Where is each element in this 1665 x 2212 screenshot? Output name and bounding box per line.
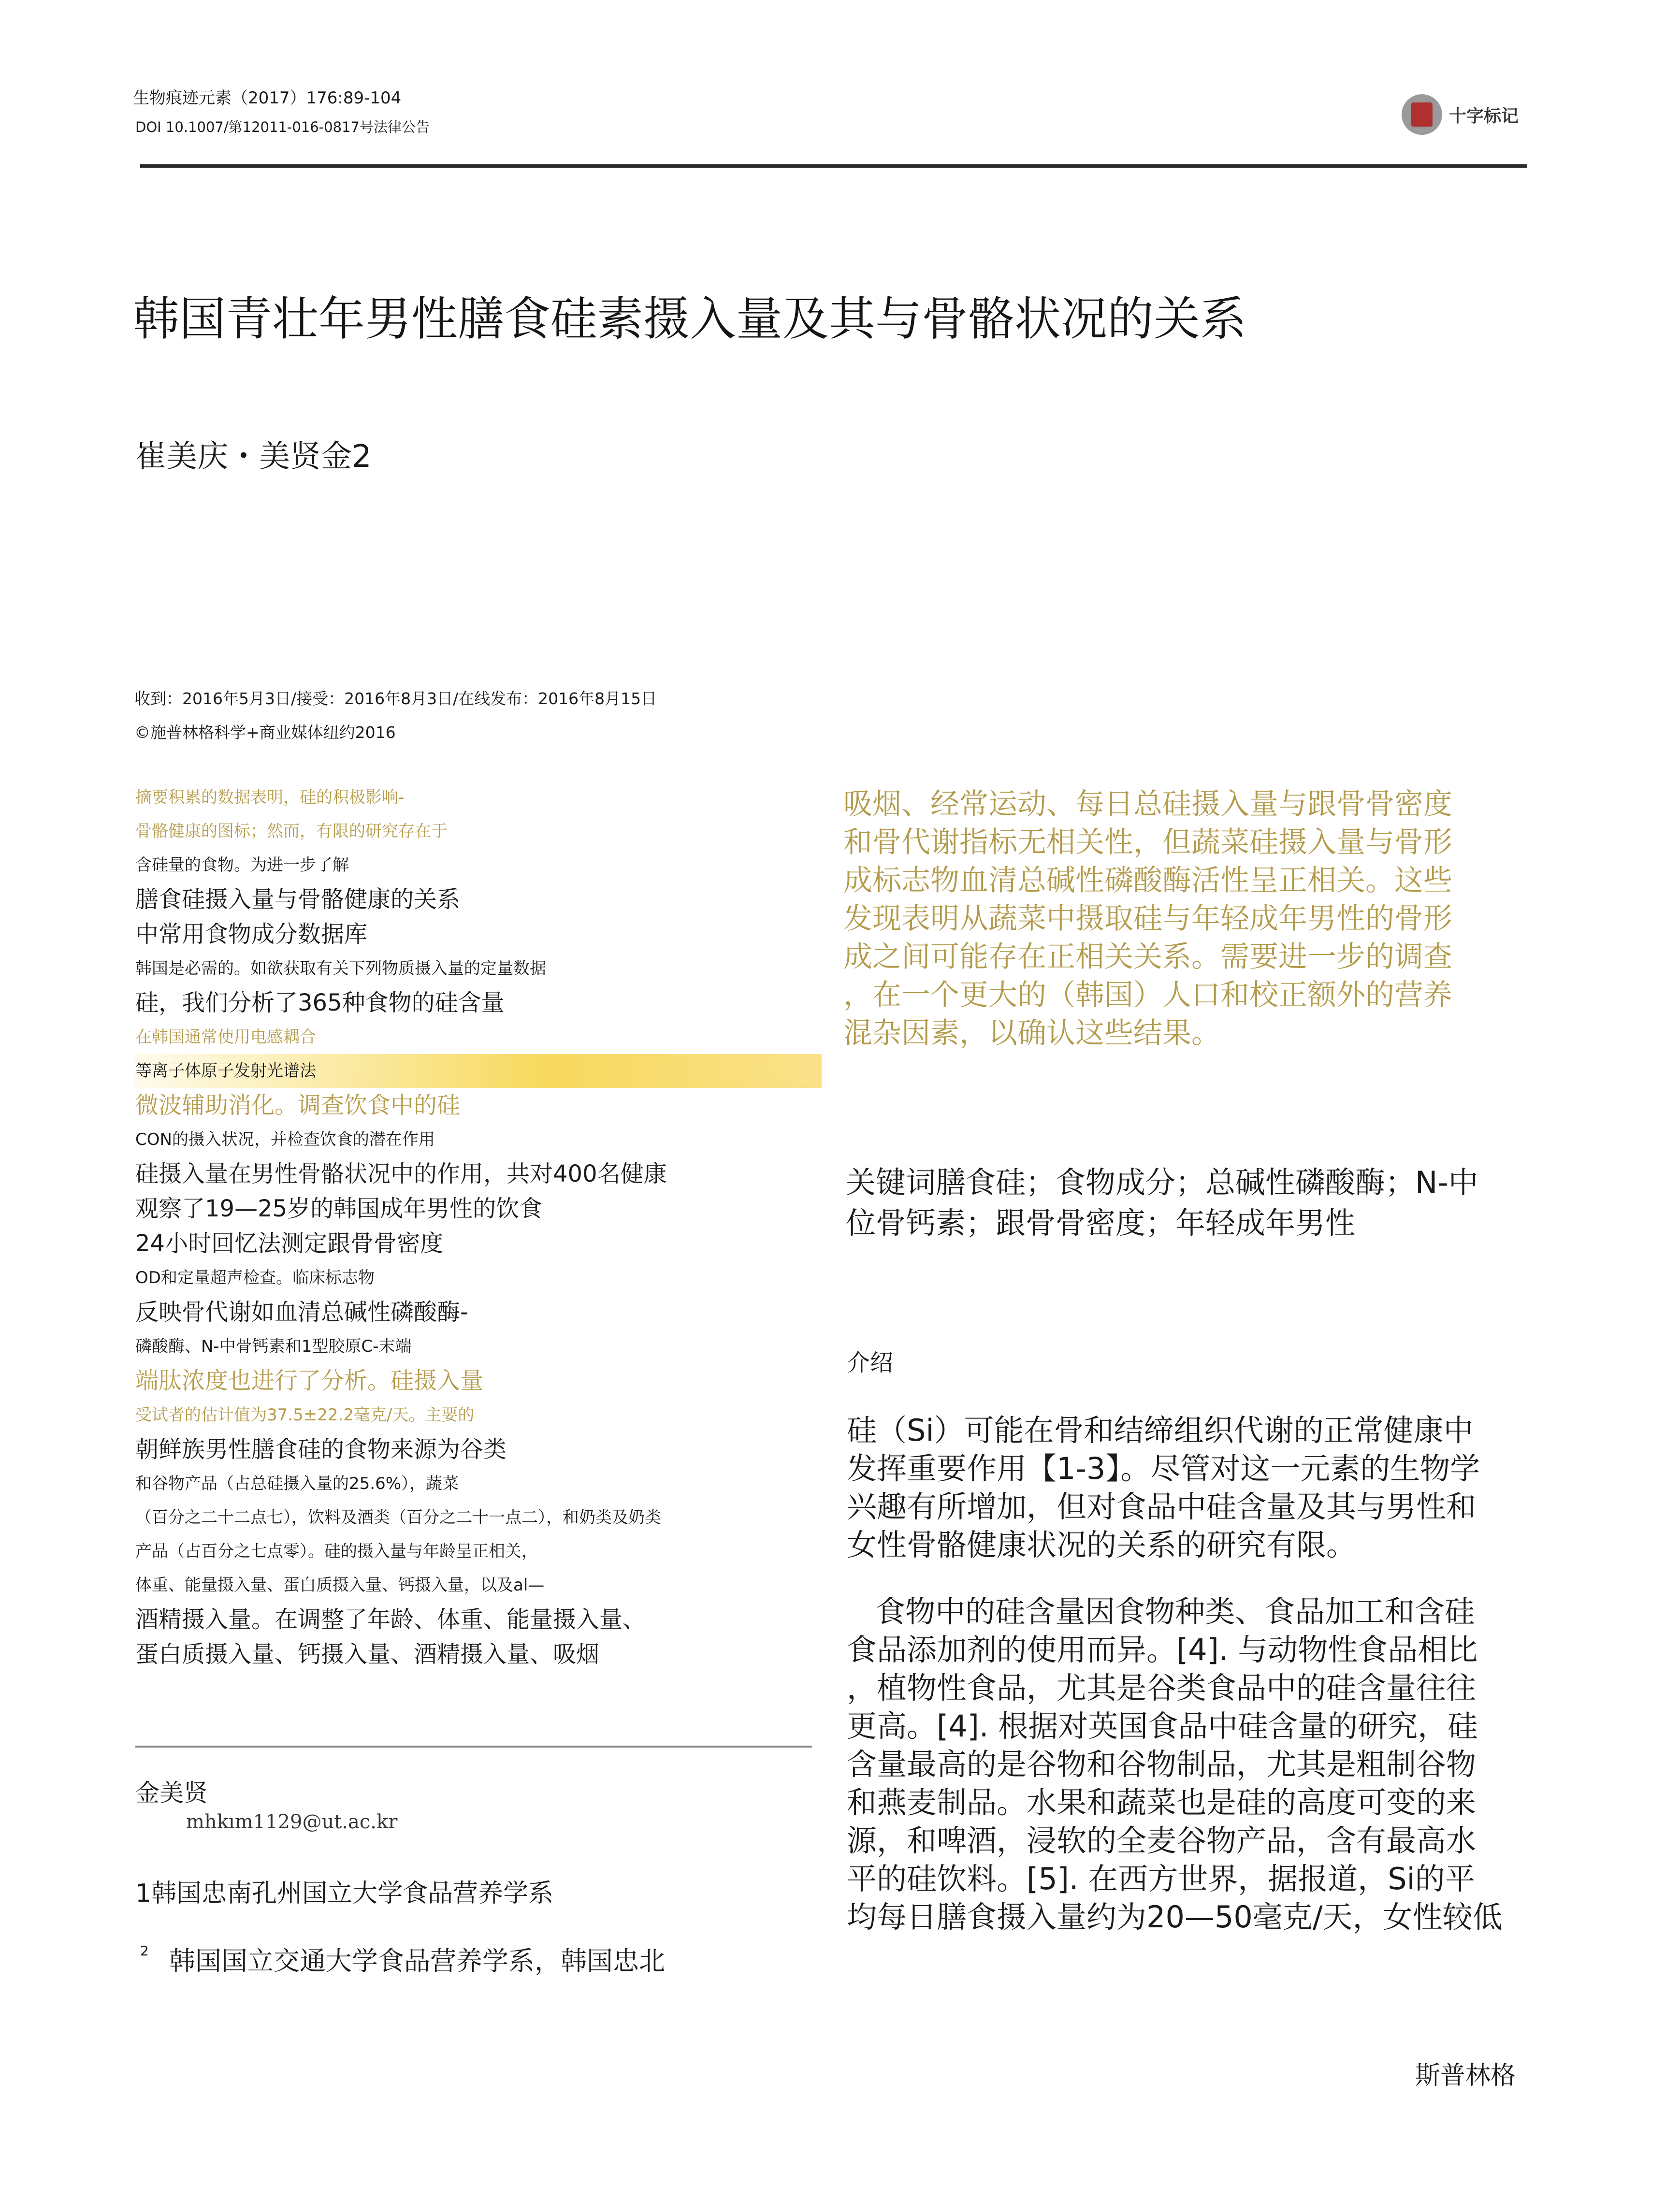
abstract-line: 发现表明从蔬菜中摄取硅与年轻成年男性的骨形 xyxy=(843,902,1452,936)
body-line: 兴趣有所增加，但对食品中硅含量及其与男性和 xyxy=(847,1489,1477,1524)
abstract-line: 体重、能量摄入量、蛋白质摄入量、钙摄入量，以及al— xyxy=(135,1576,545,1595)
abstract-line: 成之间可能存在正相关关系。需要进一步的调查 xyxy=(843,940,1452,974)
abstract-line: 骨骼健康的图标；然而，有限的研究存在于 xyxy=(135,822,448,841)
affiliation-1: 1韩国忠南孔州国立大学食品营养学系 xyxy=(135,1879,554,1908)
abstract-left-column xyxy=(135,781,822,1672)
header-rule xyxy=(140,164,1527,168)
body-line: 硅（Si）可能在骨和结缔组织代谢的正常健康中 xyxy=(847,1413,1474,1448)
abstract-line: 硅摄入量在男性骨骼状况中的作用，共对400名健康 xyxy=(135,1160,667,1187)
publisher-footer: 斯普林格 xyxy=(1415,2061,1516,2090)
received-dates: 收到：2016年5月3日/接受：2016年8月3日/在线发布：2016年8月15日 xyxy=(134,689,657,708)
abstract-line: 反映骨代谢如血清总碱性磷酸酶- xyxy=(135,1299,469,1326)
crossmark-icon xyxy=(1402,94,1442,135)
keywords-line: 位骨钙素；跟骨骨密度；年轻成年男性 xyxy=(846,1205,1356,1241)
keywords xyxy=(846,1162,1478,1243)
crossmark-label: 十字标记 xyxy=(1449,106,1519,126)
affiliation-2: 韩国国立交通大学食品营养学系，韩国忠北 xyxy=(169,1946,665,1976)
abstract-line: 中常用食物成分数据库 xyxy=(135,921,368,948)
copyright-notice: ©施普林格科学+商业媒体纽约2016 xyxy=(134,723,396,742)
corresponding-author-email-link[interactable]: mhkım1129@ut.ac.kr xyxy=(186,1811,398,1833)
abstract-line: 端肽浓度也进行了分析。硅摄入量 xyxy=(135,1367,484,1394)
abstract-line: （百分之二十二点七），饮料及酒类（百分之二十一点二），和奶类及奶类 xyxy=(135,1508,661,1527)
affiliation-2-marker: 2 xyxy=(140,1943,149,1959)
abstract-line: 摘要积累的数据表明，硅的积极影响- xyxy=(135,788,405,807)
abstract-right-column xyxy=(843,785,1530,1053)
abstract-line: 和骨代谢指标无相关性，但蔬菜硅摄入量与骨形 xyxy=(843,825,1452,859)
body-line: 源，和啤酒，浸软的全麦谷物产品，含有最高水 xyxy=(847,1823,1477,1858)
crossmark-button[interactable] xyxy=(1402,94,1519,135)
abstract-line: 微波辅助消化。调查饮食中的硅 xyxy=(135,1092,461,1119)
section-heading-introduction: 介绍 xyxy=(847,1349,894,1376)
keywords-line: 关键词膳食硅；食物成分；总碱性磷酸酶；N-中 xyxy=(846,1165,1478,1200)
abstract-line: 含硅量的食物。为进一步了解 xyxy=(135,855,349,875)
doi: DOI 10.1007/第12011-016-0817号法律公告 xyxy=(135,119,430,135)
abstract-line: 在韩国通常使用电感耦合 xyxy=(135,1027,316,1047)
author-list: 崔美庆・美贤金2 xyxy=(135,439,372,475)
abstract-line: 朝鲜族男性膳食硅的食物来源为谷类 xyxy=(135,1436,507,1463)
abstract-line: 吸烟、经常运动、每日总硅摄入量与跟骨骨密度 xyxy=(843,787,1452,821)
abstract-line: 观察了19—25岁的韩国成年男性的饮食 xyxy=(135,1195,543,1222)
abstract-line: 成标志物血清总碱性磷酸酶活性呈正相关。这些 xyxy=(843,864,1452,897)
body-line: 含量最高的是谷物和谷物制品，尤其是粗制谷物 xyxy=(847,1747,1477,1782)
abstract-line: 磷酸酶、N-中骨钙素和1型胶原C-末端 xyxy=(135,1337,412,1356)
body-line: 均每日膳食摄入量约为20—50毫克/天，女性较低 xyxy=(847,1899,1503,1935)
abstract-line: 韩国是必需的。如欲获取有关下列物质摄入量的定量数据 xyxy=(135,959,546,978)
abstract-line: 和谷物产品（占总硅摄入量的25.6%），蔬菜 xyxy=(135,1474,459,1493)
abstract-line: ，在一个更大的（韩国）人口和校正额外的营养 xyxy=(843,978,1452,1012)
body-line: ，植物性食品，尤其是谷类食品中的硅含量往往 xyxy=(847,1670,1477,1706)
abstract-line: CON的摄入状况，并检查饮食的潜在作用 xyxy=(135,1130,435,1149)
footnote-rule xyxy=(135,1746,812,1748)
abstract-line: 混杂因素，以确认这些结果。 xyxy=(843,1016,1220,1050)
body-line: 食物中的硅含量因食物种类、食品加工和含硅 xyxy=(847,1594,1475,1629)
body-line: 更高。[4]. 根据对英国食品中硅含量的研究，硅 xyxy=(847,1708,1478,1744)
corresponding-author-name: 金美贤 xyxy=(135,1779,208,1807)
introduction-paragraph-1 xyxy=(847,1411,1480,1564)
body-line: 和燕麦制品。水果和蔬菜也是硅的高度可变的来 xyxy=(847,1785,1477,1820)
abstract-line: OD和定量超声检查。临床标志物 xyxy=(135,1268,375,1287)
abstract-line-highlighted: 等离子体原子发射光谱法 xyxy=(135,1054,822,1088)
body-line: 发挥重要作用【1-3】。尽管对这一元素的生物学 xyxy=(847,1451,1480,1486)
journal-citation: 生物痕迹元素（2017）176:89-104 xyxy=(133,88,402,108)
abstract-line: 酒精摄入量。在调整了年龄、体重、能量摄入量、 xyxy=(135,1606,646,1633)
abstract-line: 24小时回忆法测定跟骨骨密度 xyxy=(135,1230,444,1257)
body-line: 食品添加剂的使用而异。[4]. 与动物性食品相比 xyxy=(847,1632,1478,1667)
introduction-paragraph-2 xyxy=(847,1592,1503,1936)
abstract-line: 膳食硅摄入量与骨骼健康的关系 xyxy=(135,886,461,913)
abstract-line: 产品（占百分之七点零）。硅的摄入量与年龄呈正相关， xyxy=(135,1542,538,1561)
abstract-line: 蛋白质摄入量、钙摄入量、酒精摄入量、吸烟 xyxy=(135,1641,600,1668)
body-line: 女性骨骼健康状况的关系的研究有限。 xyxy=(847,1527,1357,1562)
abstract-line: 受试者的估计值为37.5±22.2毫克/天。主要的 xyxy=(135,1405,475,1425)
abstract-line: 硅，我们分析了365种食物的硅含量 xyxy=(135,989,505,1016)
body-line: 平的硅饮料。[5]. 在西方世界，据报道，Si的平 xyxy=(847,1861,1475,1896)
article-title: 韩国青壮年男性膳食硅素摄入量及其与骨骼状况的关系 xyxy=(133,292,1246,346)
